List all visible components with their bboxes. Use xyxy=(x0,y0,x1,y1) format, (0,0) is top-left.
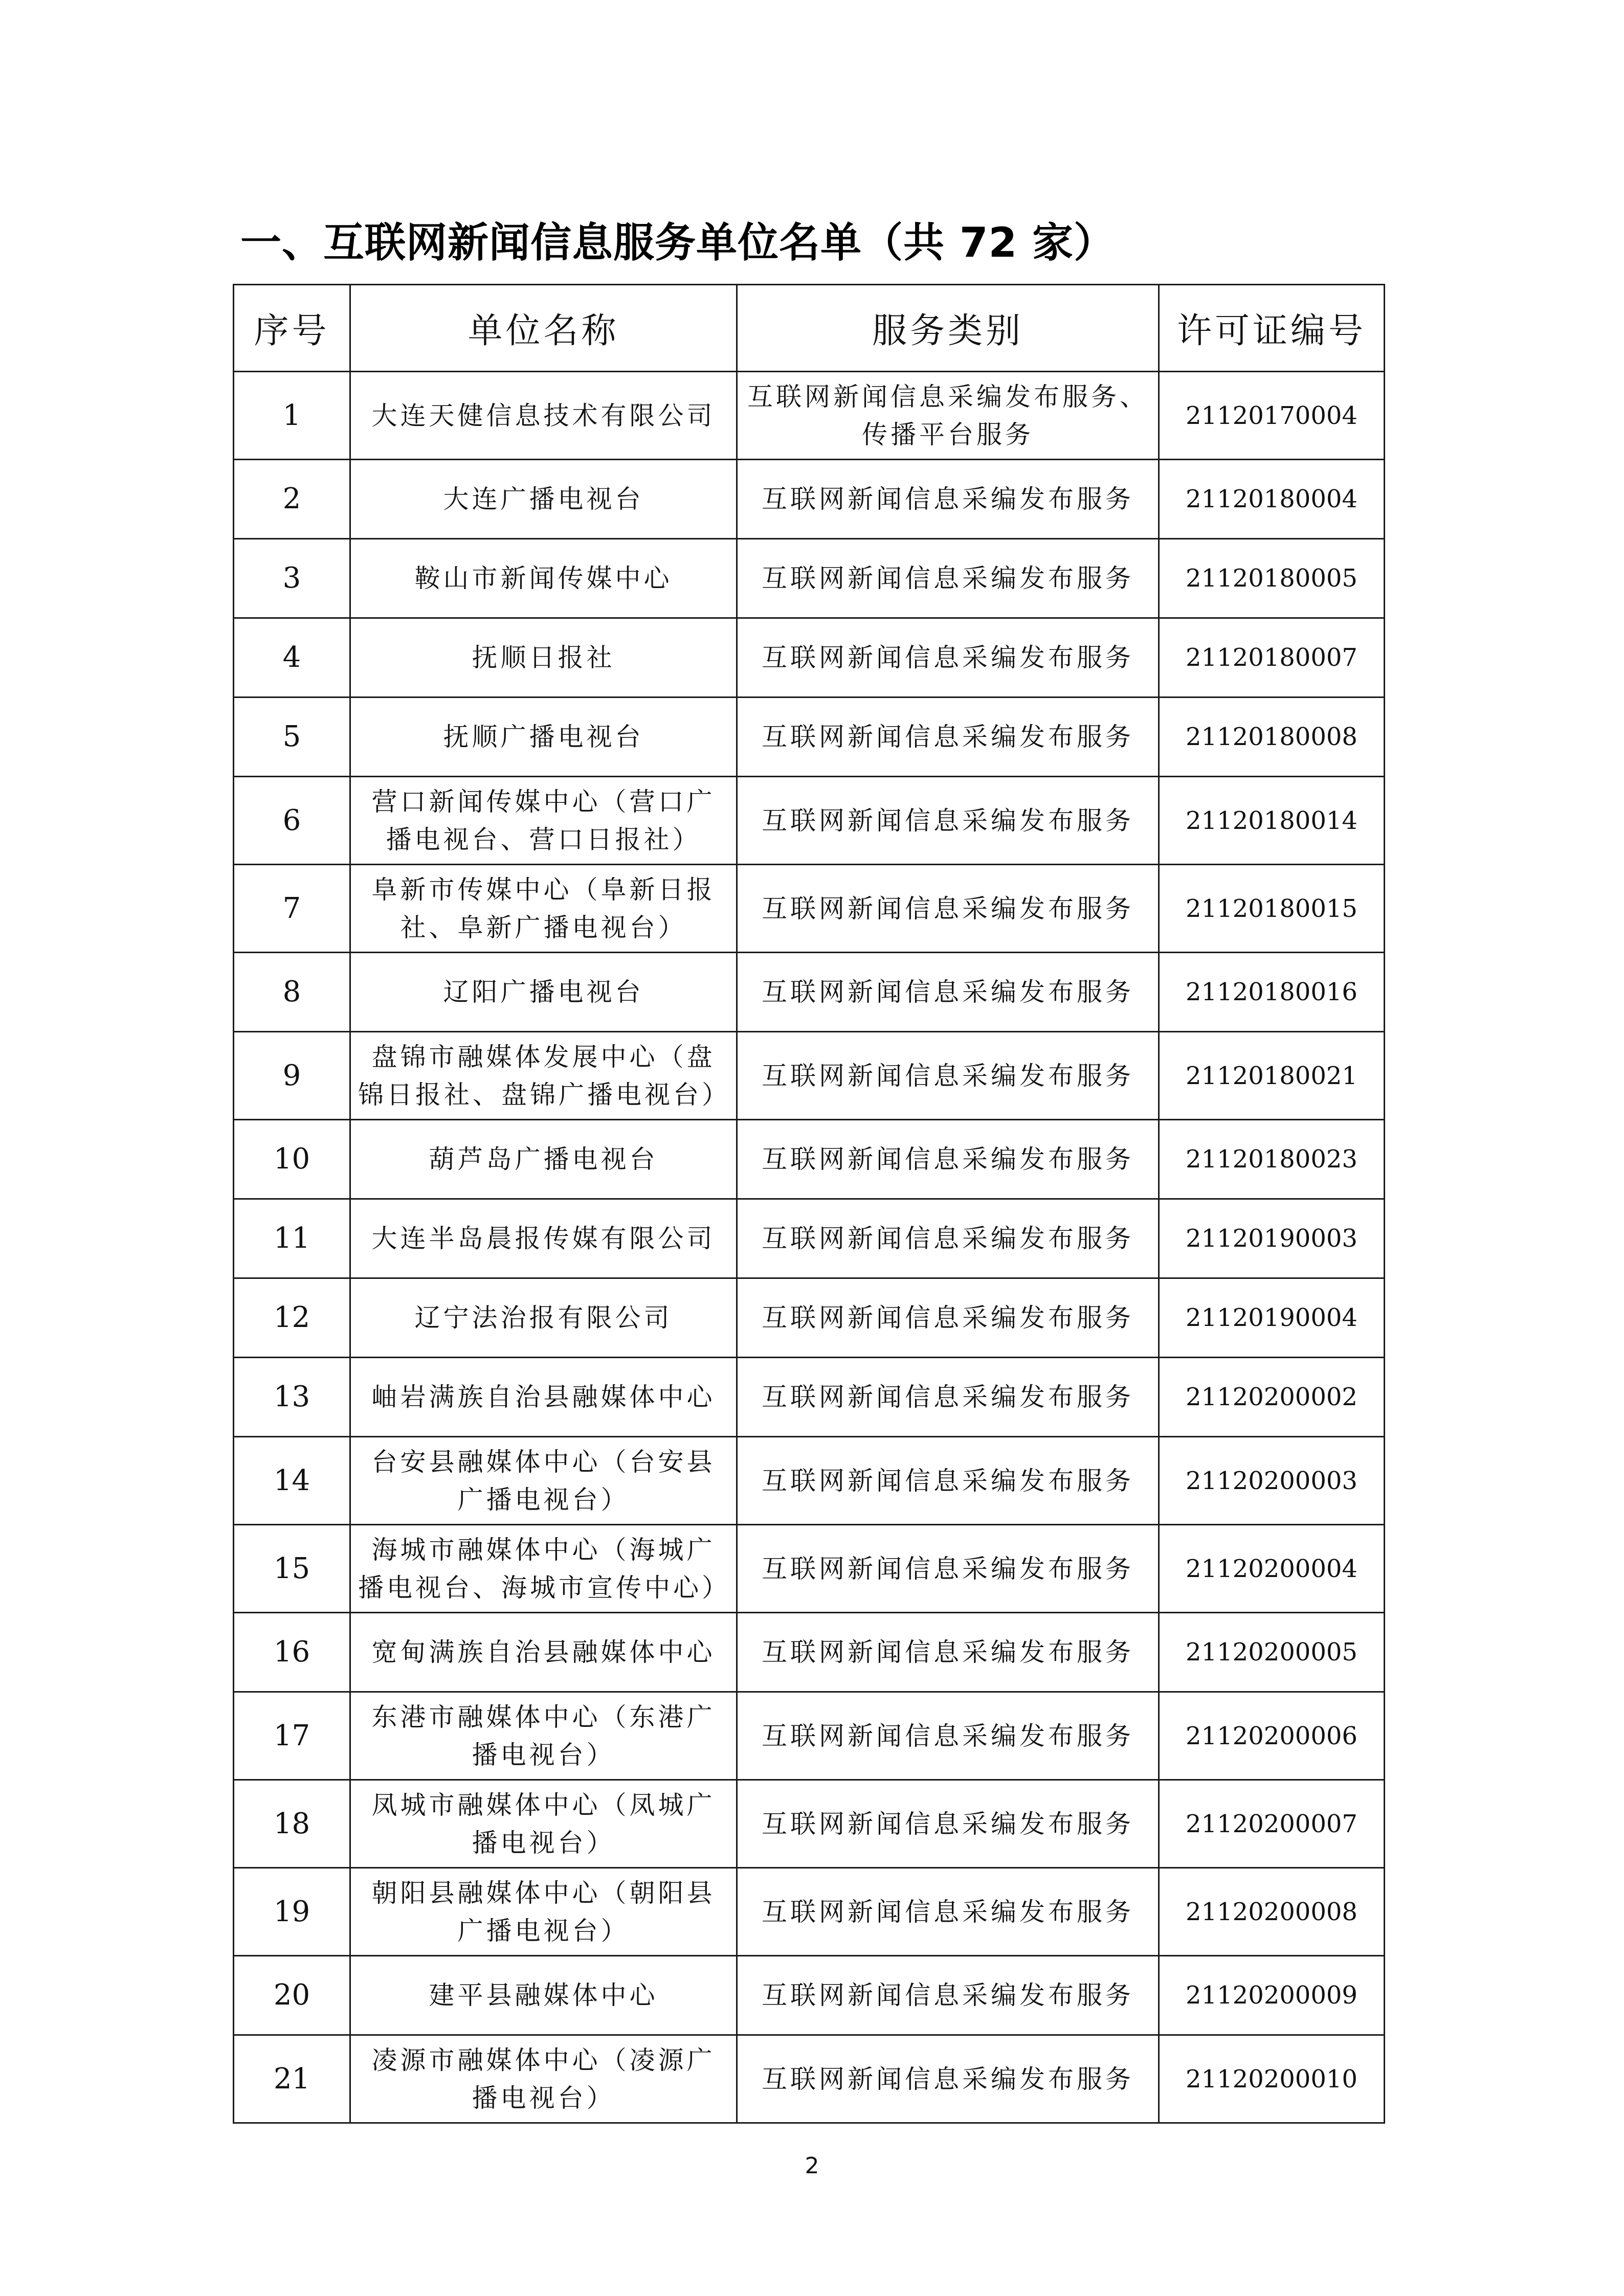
row-unit-name: 凤城市融媒体中心（凤城广播电视台） xyxy=(350,1780,737,1868)
table-row xyxy=(234,1956,1385,2035)
row-seq: 17 xyxy=(234,1692,350,1780)
row-seq: 11 xyxy=(234,1199,350,1278)
row-seq: 18 xyxy=(234,1780,350,1868)
row-license-number: 21120200007 xyxy=(1159,1780,1385,1868)
row-service-type: 互联网新闻信息采编发布服务 xyxy=(737,1692,1159,1780)
row-service-type: 互联网新闻信息采编发布服务 xyxy=(737,1780,1159,1868)
row-unit-name: 大连天健信息技术有限公司 xyxy=(350,372,737,460)
table-row xyxy=(234,777,1385,865)
row-unit-name: 台安县融媒体中心（台安县广播电视台） xyxy=(350,1437,737,1525)
row-license-number: 21120190004 xyxy=(1159,1278,1385,1358)
row-service-type: 互联网新闻信息采编发布服务 xyxy=(737,1437,1159,1525)
page-number: 2 xyxy=(805,2153,819,2179)
row-service-type: 互联网新闻信息采编发布服务 xyxy=(737,1868,1159,1956)
table-row xyxy=(234,1780,1385,1868)
row-license-number: 21120180014 xyxy=(1159,777,1385,865)
row-seq: 13 xyxy=(234,1358,350,1437)
row-service-type: 互联网新闻信息采编发布服务 xyxy=(737,1956,1159,2035)
row-unit-name: 阜新市传媒中心（阜新日报社、阜新广播电视台） xyxy=(350,865,737,953)
header-license: 许可证编号 xyxy=(1159,285,1385,372)
row-license-number: 21120180023 xyxy=(1159,1120,1385,1199)
row-unit-name: 凌源市融媒体中心（凌源广播电视台） xyxy=(350,2035,737,2123)
table-header-row xyxy=(234,285,1385,372)
table-row xyxy=(234,1868,1385,1956)
row-service-type: 互联网新闻信息采编发布服务 xyxy=(737,1613,1159,1692)
page-title: 一、互联网新闻信息服务单位名单（共 72 家） xyxy=(240,219,1116,266)
table-row xyxy=(234,865,1385,953)
table-row xyxy=(234,2035,1385,2123)
row-license-number: 21120180007 xyxy=(1159,618,1385,697)
row-license-number: 21120200010 xyxy=(1159,2035,1385,2123)
row-unit-name: 大连广播电视台 xyxy=(350,460,737,539)
row-seq: 1 xyxy=(234,372,350,460)
row-service-type: 互联网新闻信息采编发布服务 xyxy=(737,618,1159,697)
table-row xyxy=(234,372,1385,460)
row-unit-name: 大连半岛晨报传媒有限公司 xyxy=(350,1199,737,1278)
table-row xyxy=(234,1278,1385,1358)
row-unit-name: 盘锦市融媒体发展中心（盘锦日报社、盘锦广播电视台） xyxy=(350,1032,737,1120)
row-seq: 12 xyxy=(234,1278,350,1358)
row-service-type: 互联网新闻信息采编发布服务 xyxy=(737,1278,1159,1358)
table-row xyxy=(234,1692,1385,1780)
row-service-type: 互联网新闻信息采编发布服务 xyxy=(737,697,1159,777)
row-seq: 4 xyxy=(234,618,350,697)
row-unit-name: 宽甸满族自治县融媒体中心 xyxy=(350,1613,737,1692)
row-unit-name: 东港市融媒体中心（东港广播电视台） xyxy=(350,1692,737,1780)
row-license-number: 21120200009 xyxy=(1159,1956,1385,2035)
row-seq: 14 xyxy=(234,1437,350,1525)
row-license-number: 21120200004 xyxy=(1159,1525,1385,1613)
row-service-type: 互联网新闻信息采编发布服务 xyxy=(737,1525,1159,1613)
row-seq: 2 xyxy=(234,460,350,539)
row-unit-name: 抚顺日报社 xyxy=(350,618,737,697)
row-service-type: 互联网新闻信息采编发布服务 xyxy=(737,1120,1159,1199)
row-seq: 5 xyxy=(234,697,350,777)
row-license-number: 21120190003 xyxy=(1159,1199,1385,1278)
row-service-type: 互联网新闻信息采编发布服务 xyxy=(737,777,1159,865)
row-license-number: 21120180015 xyxy=(1159,865,1385,953)
row-service-type: 互联网新闻信息采编发布服务、传播平台服务 xyxy=(737,372,1159,460)
table-row xyxy=(234,1613,1385,1692)
row-license-number: 21120200006 xyxy=(1159,1692,1385,1780)
row-license-number: 21120200003 xyxy=(1159,1437,1385,1525)
row-service-type: 互联网新闻信息采编发布服务 xyxy=(737,953,1159,1032)
table-body xyxy=(234,372,1385,2123)
table-row xyxy=(234,618,1385,697)
row-seq: 16 xyxy=(234,1613,350,1692)
header-seq: 序号 xyxy=(234,285,350,372)
row-seq: 19 xyxy=(234,1868,350,1956)
table-row xyxy=(234,953,1385,1032)
row-service-type: 互联网新闻信息采编发布服务 xyxy=(737,2035,1159,2123)
row-service-type: 互联网新闻信息采编发布服务 xyxy=(737,1032,1159,1120)
row-license-number: 21120180008 xyxy=(1159,697,1385,777)
row-service-type: 互联网新闻信息采编发布服务 xyxy=(737,460,1159,539)
row-seq: 15 xyxy=(234,1525,350,1613)
row-unit-name: 辽阳广播电视台 xyxy=(350,953,737,1032)
row-service-type: 互联网新闻信息采编发布服务 xyxy=(737,865,1159,953)
row-license-number: 21120200008 xyxy=(1159,1868,1385,1956)
row-unit-name: 鞍山市新闻传媒中心 xyxy=(350,539,737,618)
row-seq: 3 xyxy=(234,539,350,618)
row-license-number: 21120170004 xyxy=(1159,372,1385,460)
row-license-number: 21120200002 xyxy=(1159,1358,1385,1437)
table-row xyxy=(234,1437,1385,1525)
row-seq: 7 xyxy=(234,865,350,953)
table-row xyxy=(234,1358,1385,1437)
row-unit-name: 葫芦岛广播电视台 xyxy=(350,1120,737,1199)
header-service: 服务类别 xyxy=(737,285,1159,372)
row-unit-name: 辽宁法治报有限公司 xyxy=(350,1278,737,1358)
row-license-number: 21120180021 xyxy=(1159,1032,1385,1120)
table-row xyxy=(234,539,1385,618)
row-seq: 9 xyxy=(234,1032,350,1120)
row-unit-name: 抚顺广播电视台 xyxy=(350,697,737,777)
table-row xyxy=(234,460,1385,539)
table-row xyxy=(234,1120,1385,1199)
row-unit-name: 海城市融媒体中心（海城广播电视台、海城市宣传中心） xyxy=(350,1525,737,1613)
table-row xyxy=(234,1032,1385,1120)
table-row xyxy=(234,1199,1385,1278)
row-seq: 10 xyxy=(234,1120,350,1199)
row-license-number: 21120180016 xyxy=(1159,953,1385,1032)
row-seq: 20 xyxy=(234,1956,350,2035)
row-unit-name: 朝阳县融媒体中心（朝阳县广播电视台） xyxy=(350,1868,737,1956)
row-seq: 6 xyxy=(234,777,350,865)
news-service-units-table xyxy=(233,284,1385,2124)
row-service-type: 互联网新闻信息采编发布服务 xyxy=(737,1199,1159,1278)
table-row xyxy=(234,1525,1385,1613)
row-seq: 21 xyxy=(234,2035,350,2123)
row-license-number: 21120180005 xyxy=(1159,539,1385,618)
row-service-type: 互联网新闻信息采编发布服务 xyxy=(737,1358,1159,1437)
row-unit-name: 建平县融媒体中心 xyxy=(350,1956,737,2035)
row-unit-name: 营口新闻传媒中心（营口广播电视台、营口日报社） xyxy=(350,777,737,865)
row-seq: 8 xyxy=(234,953,350,1032)
row-service-type: 互联网新闻信息采编发布服务 xyxy=(737,539,1159,618)
header-name: 单位名称 xyxy=(350,285,737,372)
row-unit-name: 岫岩满族自治县融媒体中心 xyxy=(350,1358,737,1437)
row-license-number: 21120200005 xyxy=(1159,1613,1385,1692)
table-row xyxy=(234,697,1385,777)
row-license-number: 21120180004 xyxy=(1159,460,1385,539)
